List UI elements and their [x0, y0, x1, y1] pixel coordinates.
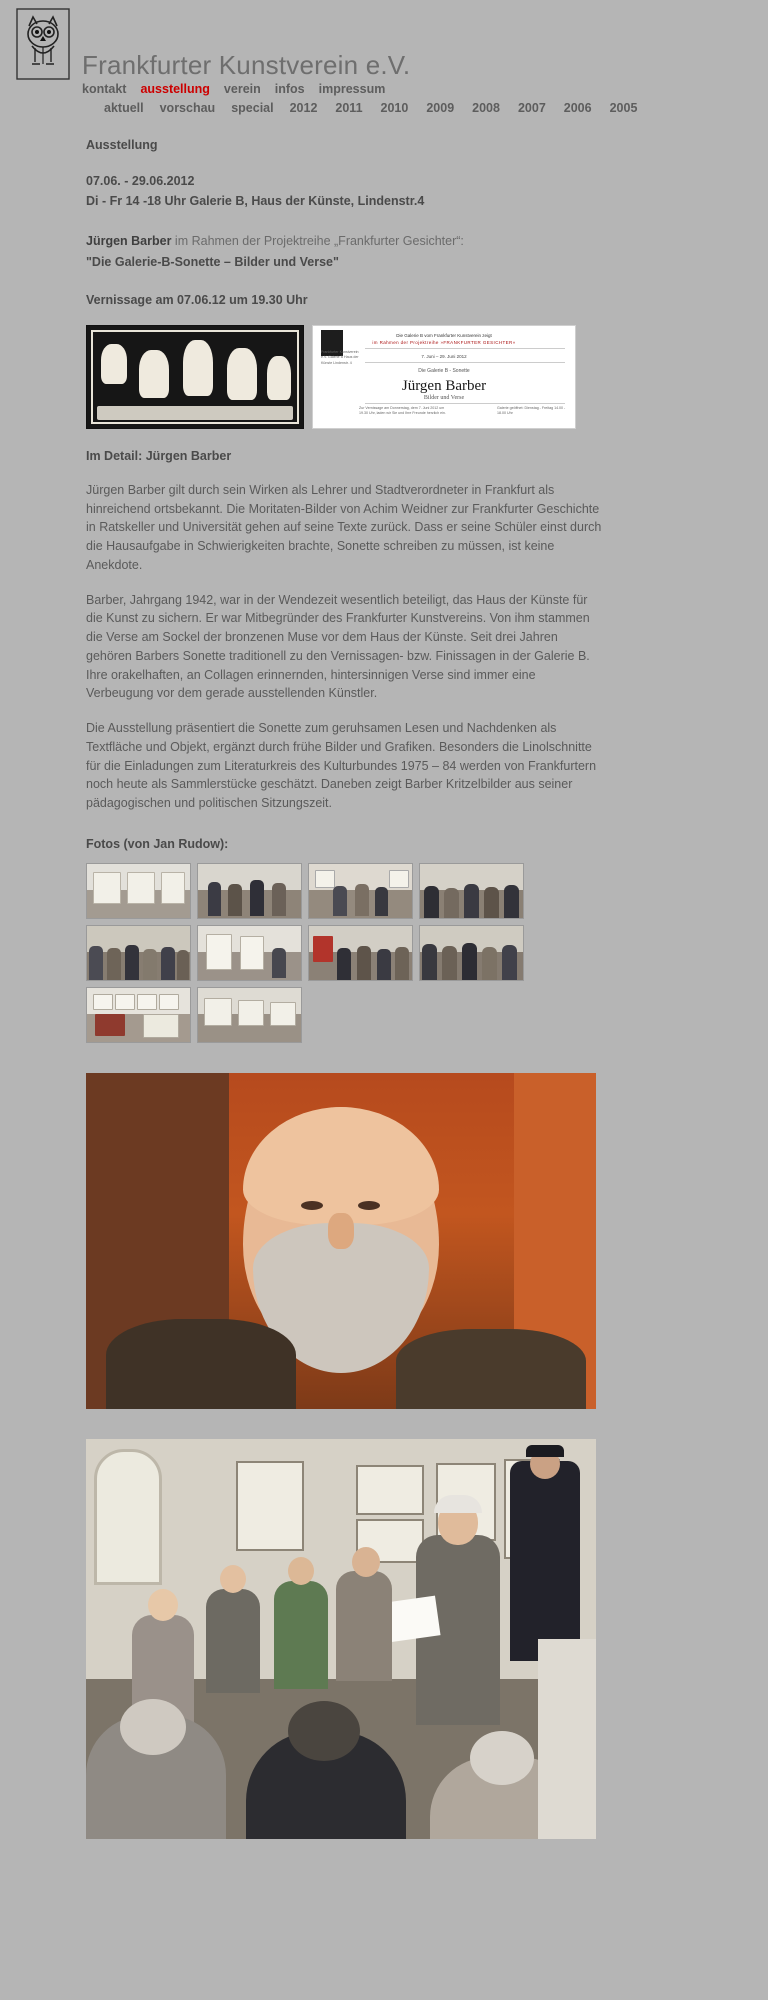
- site-title: Frankfurter Kunstverein e.V.: [82, 50, 411, 80]
- subnav-year-2009[interactable]: 2009: [426, 101, 455, 115]
- invitation-bottom-left: Zur Vernissage am Donnerstag, dem 7. Juni 2012 um 19.30 Uhr, laden wir Sie und Ihre Freunde herzlich ein.: [359, 405, 446, 416]
- crowd-head-d: [148, 1589, 178, 1621]
- exhibition-subtitle: "Die Galerie-B-Sonette – Bilder und Verse": [86, 254, 339, 269]
- exhibition-hours-location: Di - Fr 14 -18 Uhr Galerie B, Haus der Künste, Lindenstr.4: [86, 194, 425, 209]
- subnav-year-2008[interactable]: 2008: [472, 101, 500, 115]
- nav-item-kontakt[interactable]: kontakt: [82, 82, 127, 96]
- image-invitation-card[interactable]: [312, 325, 576, 429]
- portrait-shoulder-left: [106, 1319, 296, 1409]
- invitation-project-line: im Rahmen der Projektreihe »FRANKFURTER GESICHTER«: [372, 339, 516, 345]
- portrait-eye-left: [301, 1201, 323, 1210]
- thumb-gallery-4[interactable]: [419, 863, 524, 919]
- primary-navigation[interactable]: [82, 82, 399, 96]
- crowd-person-c: [206, 1589, 260, 1693]
- nav-item-infos[interactable]: infos: [274, 82, 305, 96]
- linocut-figure-4: [227, 348, 257, 400]
- crowd-person-standing-right: [510, 1461, 580, 1661]
- image-linocut-artwork[interactable]: [86, 325, 304, 429]
- nav-item-verein[interactable]: verein: [223, 82, 261, 96]
- linocut-figure-1: [101, 344, 127, 384]
- portrait-eye-right: [358, 1201, 380, 1210]
- invitation-dates: 7. Juni – 29. Juni 2012: [421, 353, 467, 359]
- subnav-year-2012[interactable]: 2012: [289, 101, 318, 115]
- invitation-rule-bottom: [365, 403, 565, 404]
- thumb-gallery-5[interactable]: [86, 925, 191, 981]
- crowd-person-a: [336, 1571, 392, 1681]
- owl-logo-icon: [16, 8, 70, 80]
- thumb-gallery-6[interactable]: [197, 925, 302, 981]
- crowd-pedestal: [538, 1639, 596, 1839]
- photo-portrait-juergen-barber[interactable]: [86, 1073, 596, 1409]
- crowd-person-b: [274, 1581, 328, 1689]
- crowd-foreground-head-left: [120, 1699, 186, 1755]
- artist-context: im Rahmen der Projektreihe „Frankfurter Gesichter“:: [171, 234, 464, 249]
- invitation-top-line: Die Galerie B vom Frankfurter Kunstverein zeigt: [396, 332, 492, 338]
- bottom-spacer: [86, 1839, 646, 1861]
- section-kicker: Ausstellung: [86, 138, 158, 152]
- secondary-navigation[interactable]: [104, 101, 655, 115]
- thumb-gallery-10[interactable]: [197, 987, 302, 1043]
- subnav-item-aktuell[interactable]: aktuell: [104, 101, 144, 115]
- thumb-gallery-9[interactable]: [86, 987, 191, 1043]
- subnav-year-2011[interactable]: 2011: [335, 101, 363, 115]
- nav-item-ausstellung[interactable]: ausstellung: [140, 82, 210, 96]
- linocut-figure-3: [183, 340, 213, 396]
- invitation-subtitle: Bilder und Verse: [423, 394, 465, 401]
- exhibition-date-range: 07.06. - 29.06.2012: [86, 174, 195, 189]
- body-paragraph-1: Jürgen Barber gilt durch sein Wirken als Lehrer und Stadtverordneter in Frankfurt als hinreichend ortsbekannt. Die Moritaten-Bilder von Achim Weidner zur Frankfurter Geschichte in Ratskeller und Universität gehen auf seine Texte zurück. Dass er seine Schüler einst durch die Hausaufgabe in Schwierigkeiten brachte, Sonette schreiben zu müssen, ist keine Anekdote.: [86, 482, 602, 572]
- portrait-nose: [328, 1213, 354, 1249]
- invitation-rule-top: [365, 348, 565, 349]
- invitation-bottom-right: Galerie geöffnet: Dienstag - Freitag 14.00 - 18.00 Uhr: [497, 405, 566, 416]
- detail-heading: Im Detail: Jürgen Barber: [86, 448, 232, 463]
- linocut-ground: [97, 406, 293, 420]
- site-header: [0, 0, 768, 115]
- top-image-row: [86, 325, 646, 429]
- linocut-figure-2: [139, 350, 169, 398]
- crowd-window: [94, 1449, 162, 1585]
- crowd-head-c: [220, 1565, 246, 1593]
- subnav-item-special[interactable]: special: [231, 101, 274, 115]
- thumb-gallery-8[interactable]: [419, 925, 524, 981]
- crowd-speaker-hair: [434, 1495, 482, 1513]
- subnav-year-2005[interactable]: 2005: [609, 101, 638, 115]
- invitation-left-column: Frankfurter Kunstverein e.V. Galerie B Haus der Künste Lindenstr. 4: [321, 349, 359, 365]
- subnav-year-2007[interactable]: 2007: [517, 101, 546, 115]
- portrait-forehead: [243, 1107, 439, 1225]
- artist-name: Jürgen Barber: [86, 234, 172, 249]
- body-paragraph-3: Die Ausstellung präsentiert die Sonette zum geruhsamen Lesen und Nachdenken als Textfläche und Objekt, ergänzt durch frühe Bilder und Grafiken. Besonders die Linolschnitte für die Einladungen zum Literaturkreis des Kulturbundes 1975 – 84 werden von Frankfurtern noch heute als Sammlerstücke geschätzt. Daneben zeigt Barber Kritzelbilder aus seiner pädagogischen und politischen Sitzungszeit.: [86, 721, 597, 811]
- portrait-shoulder-right: [396, 1329, 586, 1409]
- photo-vernissage-audience[interactable]: [86, 1439, 596, 1839]
- photo-thumbnail-grid: [86, 863, 626, 1043]
- crowd-cap-icon: [526, 1445, 564, 1457]
- nav-item-impressum[interactable]: impressum: [318, 82, 386, 96]
- vernissage-info: Vernissage am 07.06.12 um 19.30 Uhr: [86, 292, 308, 307]
- crowd-foreground-head-center: [288, 1701, 360, 1761]
- invitation-series: Die Galerie B - Sonette: [418, 367, 470, 374]
- thumb-gallery-1[interactable]: [86, 863, 191, 919]
- subnav-year-2010[interactable]: 2010: [380, 101, 409, 115]
- crowd-artwork-2: [356, 1465, 424, 1515]
- crowd-head-a: [352, 1547, 380, 1577]
- thumb-gallery-2[interactable]: [197, 863, 302, 919]
- crowd-artwork-1: [236, 1461, 304, 1551]
- crowd-foreground-head-right: [470, 1731, 534, 1785]
- linocut-figure-5: [267, 356, 291, 400]
- crowd-head-b: [288, 1557, 314, 1585]
- main-content: [0, 136, 646, 1861]
- crowd-speaker-paper: [383, 1596, 440, 1643]
- subnav-year-2006[interactable]: 2006: [563, 101, 592, 115]
- invitation-artist-name: Jürgen Barber: [401, 377, 487, 394]
- body-paragraph-2: Barber, Jahrgang 1942, war in der Wendezeit wesentlich beteiligt, das Haus der Künste für die Kunst zu sichern. Er war Mitbegründer des Frankfurter Kunstvereins. Von ihm stammen die Verse am Sockel der bronzenen Muse vor dem Haus der Künste. Seit drei Jahren gehören Barbers Sonette traditionell zu den Vernissagen- bzw. Finissagen in der Galerie B. Ihre orakelhaften, an Collagen erinnernden, hintersinnigen Verse sind immer eine Verbeugung vor dem gerade ausstellenden Künstler.: [86, 592, 590, 701]
- invitation-rule-mid: [365, 362, 565, 363]
- thumb-gallery-7[interactable]: [308, 925, 413, 981]
- thumb-gallery-3[interactable]: [308, 863, 413, 919]
- subnav-item-vorschau[interactable]: vorschau: [159, 101, 216, 115]
- artist-line: [86, 232, 646, 250]
- photos-label: Fotos (von Jan Rudow):: [86, 836, 229, 851]
